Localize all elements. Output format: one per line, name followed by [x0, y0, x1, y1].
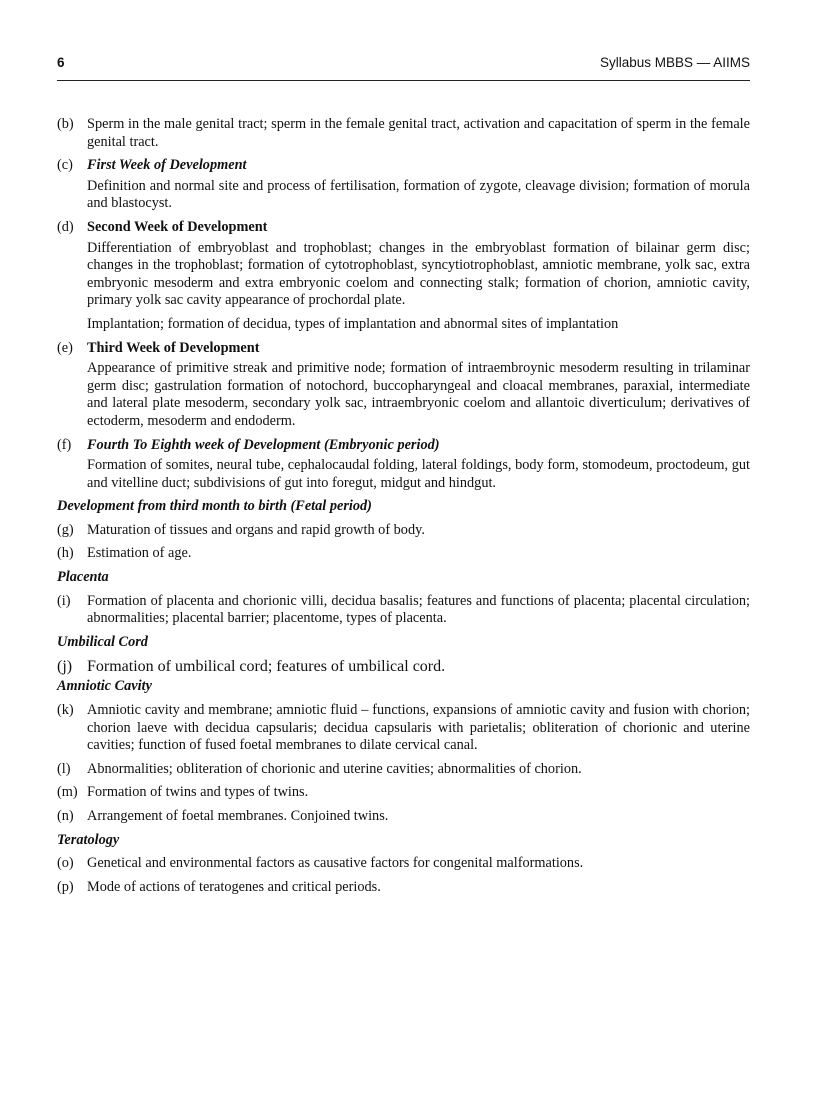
section-heading-placenta: Placenta: [57, 569, 109, 586]
page-header: [57, 54, 750, 81]
section-heading-umbilical-cord: Umbilical Cord: [57, 633, 148, 650]
item-label: (d): [57, 218, 74, 235]
item-label: (n): [57, 808, 74, 824]
item-text: Formation of umbilical cord; features of umbilical cord.: [87, 658, 446, 676]
item-title: First Week of Development: [87, 157, 247, 174]
list-item-j: [57, 657, 750, 676]
item-label: (m): [57, 784, 78, 801]
item-label: (k): [57, 702, 74, 719]
list-item-c: [57, 157, 750, 213]
list-item-m: [57, 784, 750, 802]
list-item-n: [57, 808, 750, 826]
list-item-f: [57, 437, 750, 493]
list-item-p: [57, 879, 750, 897]
item-text: Abnormalities; obliteration of chorionic and uterine cavities; abnormalities of chorion.: [87, 760, 582, 777]
page-content: [57, 116, 750, 902]
section-heading-teratology: Teratology: [57, 831, 120, 848]
section-heading-amniotic-cavity: Amniotic Cavity: [57, 678, 152, 695]
item-label: (h): [57, 545, 74, 562]
list-item-l: [57, 761, 750, 779]
list-item-g: [57, 522, 750, 540]
item-label: (l): [57, 760, 71, 777]
item-text: Estimation of age.: [87, 545, 192, 562]
item-text: Mode of actions of teratogenes and critical periods.: [87, 878, 381, 895]
item-paragraph: Appearance of primitive streak and primitive node; formation of intraembroynic mesoderm resulting in trilaminar germ disc; gastrulation formation of notochord, buccopharyngeal and cloacal membranes, paraxial, intermediate and lateral plate mesoderm, secondary yolk sac, intraembryonic coelom and allantoic diverticulum; derivatives of ectoderm, mesoderm and endoderm.: [87, 360, 750, 429]
list-item-i: [57, 593, 750, 628]
item-text: Formation of placenta and chorionic villi, decidua basalis; features and functions of placenta; placental circulation; abnormalities; placental barrier; placentome, types of placenta.: [87, 592, 750, 627]
item-text: Amniotic cavity and membrane; amniotic fluid – functions, expansions of amniotic cavity and fusion with chorion; chorion laeve with decidua capsularis; decidua capsularis with parietalis; obliteration of chorionic and uterine cavities; function of fused foetal membranes to dilate cervical canal.: [87, 702, 750, 754]
item-paragraph: Formation of somites, neural tube, cephalocaudal folding, lateral foldings, body form, stomodeum, proctodeum, gut and vitelline duct; subdivisions of gut into foregut, midgut and hindgut.: [87, 457, 750, 491]
item-text: Arrangement of foetal membranes. Conjoined twins.: [87, 808, 389, 824]
item-title: Fourth To Eighth week of Development (Embryonic period): [87, 436, 440, 453]
list-item-h: [57, 545, 750, 563]
item-label: (g): [57, 521, 74, 538]
page-number: 6: [57, 55, 65, 70]
item-label: (b): [57, 116, 74, 132]
list-item-d: [57, 219, 750, 334]
item-label: (i): [57, 592, 71, 609]
list-item-b: [57, 116, 750, 151]
item-paragraph: Implantation; formation of decidua, types of implantation and abnormal sites of implantation: [87, 315, 619, 332]
running-title: Syllabus MBBS — AIIMS: [599, 55, 750, 70]
item-label: (o): [57, 855, 74, 872]
item-text: Sperm in the male genital tract; sperm in the female genital tract, activation and capacitation of sperm in the female genital tract.: [87, 116, 750, 150]
item-label: (f): [57, 436, 72, 453]
list-item-k: [57, 702, 750, 755]
item-title: Third Week of Development: [87, 339, 260, 356]
item-label: (c): [57, 157, 73, 174]
item-text: Genetical and environmental factors as causative factors for congenital malformations.: [87, 855, 584, 872]
item-label: (j): [57, 658, 73, 676]
item-paragraph: Differentiation of embryoblast and trophoblast; changes in the embryoblast formation of bilainar germ disc; changes in the trophoblast; formation of cytotrophoblast, syncytiotrophoblast, amniotic membrane, yolk sac, extra embryonic mesoderm and extra embryonic coelom and connecting stalk; formation of chorion, amniotic cavity, primary yolk sac cavity appearance of prochordal plate.: [87, 239, 750, 309]
item-paragraph: Definition and normal site and process of fertilisation, formation of zygote, cleavage division; formation of morula and blastocyst.: [87, 177, 750, 212]
item-label: (e): [57, 339, 73, 356]
list-item-e: [57, 340, 750, 431]
item-text: Formation of twins and types of twins.: [87, 784, 309, 801]
section-heading-fetal: Development from third month to birth (Fetal period): [57, 498, 372, 515]
item-title: Second Week of Development: [87, 218, 268, 235]
item-text: Maturation of tissues and organs and rapid growth of body.: [87, 521, 425, 538]
item-label: (p): [57, 878, 74, 895]
list-item-o: [57, 855, 750, 873]
